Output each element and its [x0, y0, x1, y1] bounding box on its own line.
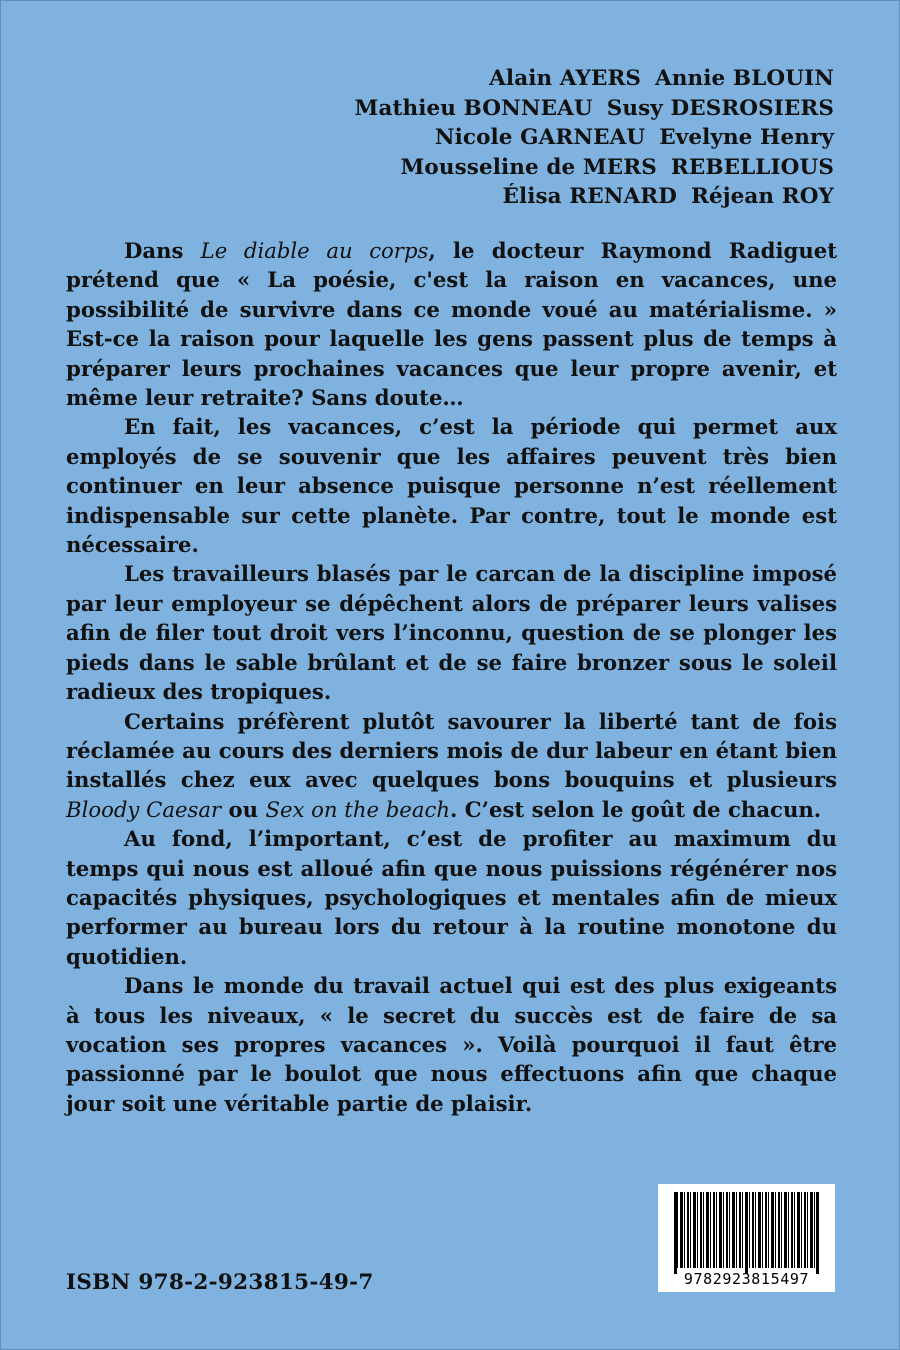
author-name: REBELLIOUS: [670, 154, 834, 180]
author-line: [355, 182, 834, 212]
author-name: Élisa RENARD: [502, 184, 677, 209]
book-title: Le diable au corps: [200, 238, 429, 263]
author-name: Evelyne Henry: [659, 125, 834, 150]
author-list: [355, 64, 834, 212]
paragraph-4: [66, 707, 837, 825]
author-line: [355, 123, 834, 153]
author-name: Susy DESROSIERS: [606, 95, 834, 121]
text-run: ou: [221, 796, 266, 822]
paragraph-3: Les travailleurs blasés par le carcan de la discipline imposé par leur employeur se dépêchent alors de préparer leurs valises afin de filer tout droit vers l’inconnu, question de se plonger les pieds dans le sable brûlant et de se faire bronzer sous le soleil radieux des tropiques.: [66, 561, 837, 705]
paragraph-1: [66, 236, 837, 412]
author-name: Alain AYERS: [489, 66, 642, 91]
cocktail-name: Bloody Caesar: [66, 796, 222, 822]
paragraph-6: Dans le monde du travail actuel qui est des plus exigeants à tous les niveaux, « le secret du succès est de faire de sa vocation ses propres vacances ». Voilà pourquoi il faut être passionné par le boulot que nous effectuons afin que chaque jour soit une véritable partie de plaisir.: [66, 973, 837, 1116]
barcode-guard: [816, 1192, 819, 1274]
text-run: Certains préfèrent plutôt savourer la liberté tant de fois réclamée au cours des derniers mois de dur labeur en étant bien installés chez eux avec quelques bons bouquins et plusieurs: [66, 708, 837, 793]
author-line: [355, 94, 834, 124]
paragraph-2: En fait, les vacances, c’est la période qui permet aux employés de se souvenir que les affaires peuvent très bien continuer en leur absence puisque personne n’est réellement indispensable sur cette planète. Par contre, tout le monde est nécessaire.: [66, 414, 837, 558]
author-name: Nicole GARNEAU: [434, 125, 646, 150]
blurb-text: [66, 236, 837, 1118]
barcode-guard: [674, 1192, 677, 1274]
author-name: Mathieu BONNEAU: [354, 95, 593, 121]
text-run: , le docteur Raymond Radiguet prétend que « La poésie, c'est la raison en vacances, une possibilité de survivre dans ce monde voué au matérialisme. » Est-ce la raison pour laquelle les gens passent plus de temps à préparer leurs prochaines vacances que leur propre avenir, et même leur retraite? Sans doute…: [66, 238, 837, 411]
barcode-guard: [745, 1192, 748, 1274]
author-name: Mousseline de MERS: [400, 154, 657, 180]
text-run: . C’est selon le goût de chacun.: [450, 796, 822, 822]
cocktail-name: Sex on the beach: [265, 796, 450, 822]
barcode-digits: 9782923815497: [683, 1270, 810, 1288]
paragraph-5: Au fond, l’important, c’est de profiter au maximum du temps qui nous est alloué afin que nous puissions régénérer nos capacités physiques, psychologiques et mentales afin de mieux performer au bureau lors du retour à la routine monotone du quotidien.: [66, 826, 837, 969]
barcode: [658, 1184, 835, 1292]
author-line: [355, 64, 834, 94]
isbn-number: ISBN 978-2-923815-49-7: [66, 1270, 374, 1295]
text-run: Dans: [124, 238, 201, 263]
author-line: [355, 153, 834, 183]
author-name: Réjean ROY: [691, 184, 834, 209]
author-name: Annie BLOUIN: [655, 66, 834, 91]
